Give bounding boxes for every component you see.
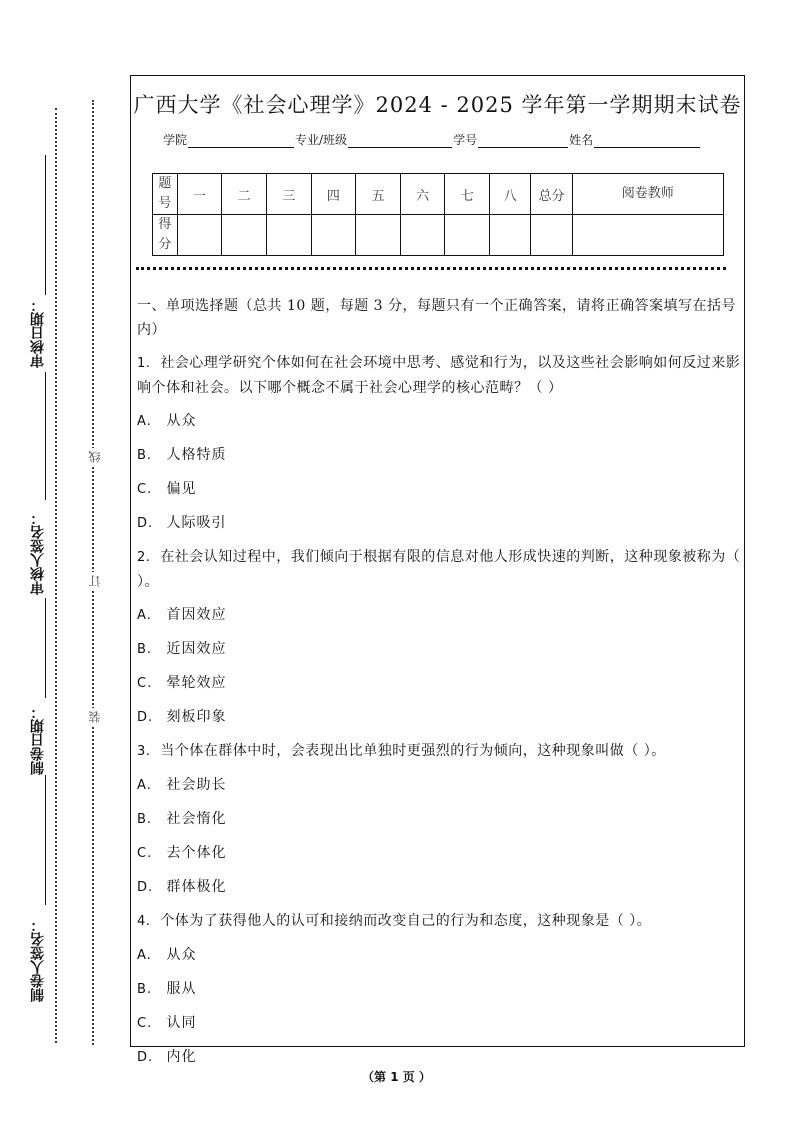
- option-text: 人格特质: [166, 447, 227, 463]
- option-text: 刻板印象: [166, 709, 227, 725]
- option-text: 从众: [166, 947, 197, 963]
- page-number: （第 1 页 ）: [362, 1070, 431, 1084]
- option-key: D.: [137, 1050, 154, 1065]
- score-cell[interactable]: [177, 215, 222, 256]
- option-item[interactable]: [137, 477, 742, 502]
- option-key: A.: [137, 948, 152, 963]
- student-id-label: 学号: [453, 133, 478, 147]
- option-key: C.: [137, 846, 153, 861]
- score-cell[interactable]: [266, 215, 311, 256]
- option-key: C.: [137, 482, 153, 497]
- binding-margin: [0, 0, 130, 1122]
- college-field[interactable]: [188, 133, 294, 148]
- option-item[interactable]: [137, 603, 742, 628]
- signature-line: [45, 775, 46, 905]
- option-key: A.: [137, 608, 152, 623]
- score-cell[interactable]: [490, 215, 531, 256]
- option-item[interactable]: [137, 671, 742, 696]
- question-4: [137, 909, 742, 934]
- student-id-field[interactable]: [478, 133, 568, 148]
- option-text: 服从: [166, 981, 197, 997]
- option-key: D.: [137, 710, 154, 725]
- score-cell[interactable]: [356, 215, 401, 256]
- option-item[interactable]: [137, 637, 742, 662]
- bind-char-staple: 订: [86, 572, 100, 590]
- option-text: 从众: [166, 413, 197, 429]
- question-number: 3.: [137, 744, 151, 759]
- question-number: 2.: [137, 550, 151, 565]
- setter-signature-label: 制卷人签名：: [30, 918, 46, 1002]
- score-cell-total[interactable]: [531, 215, 572, 256]
- col-header: 二: [222, 174, 267, 215]
- option-item[interactable]: [137, 1011, 742, 1036]
- setter-date-label: 制卷日期：: [30, 705, 46, 775]
- option-key: B.: [137, 642, 153, 657]
- option-text: 内化: [166, 1049, 197, 1065]
- col-header: 六: [400, 174, 445, 215]
- col-header: 四: [311, 174, 356, 215]
- dotted-separator: [136, 267, 726, 270]
- col-header: 三: [266, 174, 311, 215]
- question-number: 4.: [137, 914, 151, 929]
- option-item[interactable]: [137, 1045, 742, 1070]
- question-text: 在社会认知过程中，我们倾向于根据有限的信息对他人形成快速的判断，这种现象被称为（ ）。: [137, 549, 741, 590]
- score-cell[interactable]: [222, 215, 267, 256]
- exam-frame: [130, 75, 745, 1065]
- score-table: [152, 173, 724, 256]
- option-item[interactable]: [137, 807, 742, 832]
- score-table-header-row: [153, 174, 724, 215]
- reviewer-signature-label: 审核人签名：: [30, 511, 46, 595]
- option-key: B.: [137, 982, 153, 997]
- bind-char-line: 线: [86, 448, 100, 466]
- col-header: 七: [445, 174, 490, 215]
- score-cell[interactable]: [311, 215, 356, 256]
- question-2: [137, 545, 742, 594]
- major-class-label: 专业/班级: [295, 133, 348, 147]
- option-item[interactable]: [137, 443, 742, 468]
- col-header-grader: 阅卷教师: [572, 174, 723, 215]
- option-text: 社会助长: [166, 777, 227, 793]
- question-text: 个体为了获得他人的认可和接纳而改变自己的行为和态度，这种现象是（ ）。: [160, 913, 652, 929]
- option-key: D.: [137, 516, 154, 531]
- review-date-label: 审核日期：: [30, 298, 46, 368]
- option-key: C.: [137, 1016, 153, 1031]
- option-item[interactable]: [137, 511, 742, 536]
- question-3: [137, 739, 742, 764]
- question-1: [137, 351, 742, 400]
- dotted-divider: [55, 108, 57, 1043]
- option-item[interactable]: [137, 841, 742, 866]
- name-label: 姓名: [569, 133, 594, 147]
- name-field[interactable]: [594, 133, 700, 148]
- option-key: B.: [137, 448, 153, 463]
- row-header-score: 得分: [153, 215, 178, 256]
- score-cell[interactable]: [445, 215, 490, 256]
- option-text: 人际吸引: [166, 515, 227, 531]
- option-item[interactable]: [137, 943, 742, 968]
- option-text: 近因效应: [166, 641, 227, 657]
- score-table-score-row: [153, 215, 724, 256]
- signature-line: [45, 372, 46, 500]
- option-item[interactable]: [137, 409, 742, 434]
- option-key: D.: [137, 880, 154, 895]
- exam-content: [137, 294, 742, 1079]
- question-text: 当个体在群体中时，会表现出比单独时更强烈的行为倾向，这种现象叫做（ ）。: [160, 743, 666, 759]
- score-cell[interactable]: [400, 215, 445, 256]
- exam-title: 广西大学《社会心理学》2024 - 2025 学年第一学期期末试卷: [133, 93, 742, 117]
- question-text: 社会心理学研究个体如何在社会环境中思考、感觉和行为，以及这些社会影响如何反过来影响个体和社会。以下哪个概念不属于社会心理学的核心范畴？（ ）: [137, 355, 741, 396]
- option-key: C.: [137, 676, 153, 691]
- option-item[interactable]: [137, 773, 742, 798]
- signature-line: [45, 598, 46, 698]
- option-key: B.: [137, 812, 153, 827]
- option-text: 去个体化: [166, 845, 227, 861]
- option-text: 晕轮效应: [166, 675, 227, 691]
- option-key: A.: [137, 414, 152, 429]
- option-item[interactable]: [137, 705, 742, 730]
- option-text: 社会惰化: [166, 811, 227, 827]
- major-class-field[interactable]: [348, 133, 452, 148]
- bind-char-bind: 装: [86, 708, 100, 726]
- option-text: 偏见: [166, 481, 197, 497]
- option-key: A.: [137, 778, 152, 793]
- college-label: 学院: [163, 133, 188, 147]
- col-header: 一: [177, 174, 222, 215]
- signature-line: [45, 155, 46, 295]
- col-header: 五: [356, 174, 401, 215]
- option-item[interactable]: [137, 977, 742, 1002]
- option-text: 首因效应: [166, 607, 227, 623]
- student-info-row: [163, 131, 701, 148]
- col-header-total: 总分: [531, 174, 572, 215]
- section-heading: 一、单项选择题（总共 10 题，每题 3 分，每题只有一个正确答案，请将正确答案填写在括号内）: [137, 298, 737, 338]
- row-header-question-no: 题号: [153, 174, 178, 215]
- question-number: 1.: [137, 356, 151, 371]
- col-header: 八: [490, 174, 531, 215]
- score-cell-grader[interactable]: [572, 215, 723, 256]
- option-text: 群体极化: [166, 879, 227, 895]
- option-item[interactable]: [137, 875, 742, 900]
- option-text: 认同: [166, 1015, 197, 1031]
